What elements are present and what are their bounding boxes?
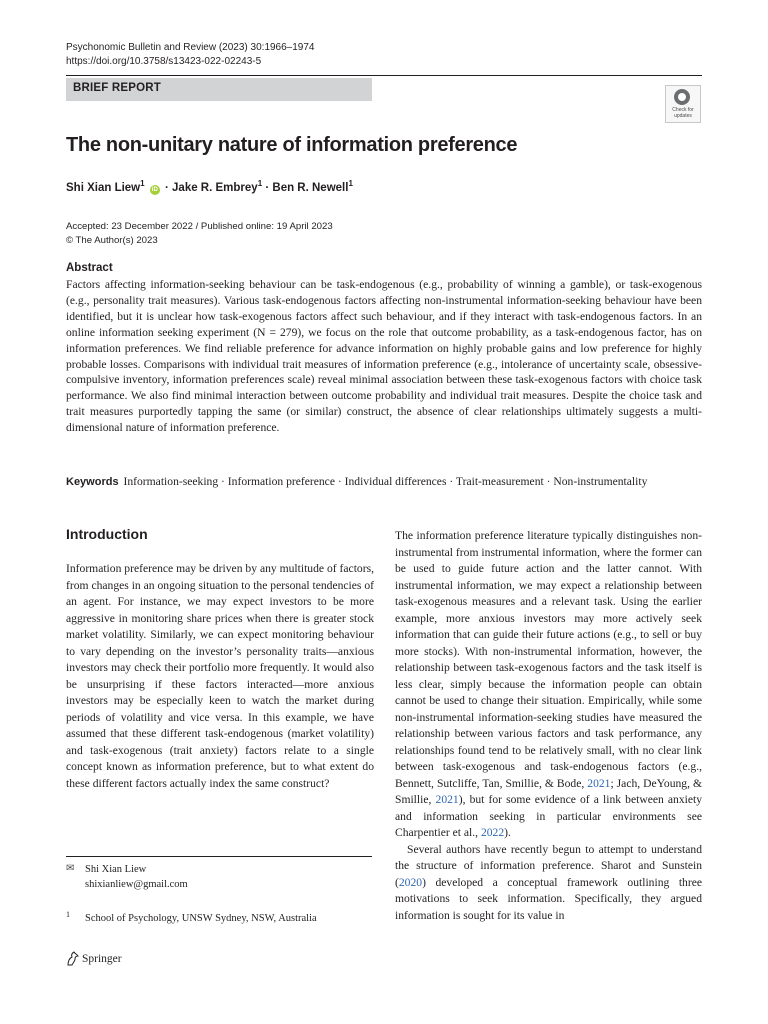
check-for-updates-badge[interactable]: [665, 85, 701, 123]
corresponding-email[interactable]: shixianliew@gmail.com: [85, 879, 188, 890]
envelope-icon: ✉: [66, 863, 75, 874]
copyright-line: © The Author(s) 2023: [66, 235, 158, 246]
introduction-heading: Introduction: [66, 526, 148, 542]
author-name[interactable]: Shi Xian Liew: [66, 181, 141, 194]
publisher-name: Springer: [82, 952, 122, 965]
body-paragraph: The information preference literature typically distinguishes non-instrumental from instrumental information, where the former can be used to guide future action and the latter cannot. With instrumental information, we may expect a relationship between task-exogenous measures and a relevant task. Using the earlier example, more anxious investors may more actively seek information that can guide their future actions (e.g., to sell or buy more stocks). With non-instrumental information, however, the relationship between task-exogenous factors and the task itself is less clear, simply because the information people can obtain cannot be used to change their situation. Empirically, while some non-instrumental information-seeking studies have measured the relationship between various factors and task performance, any relationships found tend to be relatively small, with no clear link between task-exogenous and task-endogenous factors (e.g., Bennett, Sutcliffe, Tan, Smillie, & Bode, 2021; Jach, DeYoung, & Smillie, 2021), but for some evidence of a link between anxiety and information seeking in particular environments see Charpentier et al., 2022).: [395, 529, 703, 839]
journal-citation: Psychonomic Bulletin and Review (2023) 30:1966–1974: [66, 42, 315, 53]
affiliation-text: School of Psychology, UNSW Sydney, NSW, Australia: [85, 913, 317, 924]
journal-header: [66, 41, 315, 69]
citation-link[interactable]: 2020: [398, 875, 423, 889]
body-paragraph: Information preference may be driven by any multitude of factors, from changes in an ongoing situation to the personal tendencies of an agent. For instance, we may expect investors to be more aggressive in monitoring share prices when there is greater stock market volatility. Similarly, we can expect monitoring behaviour to vary depending on the investor’s personality traits—anxious investors may check their portfolio more frequently. It would also be unsurprising if these factors interacted—more anxious investors may be especially keen to watch the market during periods of volatility and vice versa. In this example, we have assumed that these different task-endogenous (market volatility) and task-exogenous (trait anxiety) factors relate to a single concept known as information preference, but to what extent do these different factors actually index the same construct?: [66, 562, 374, 790]
updates-icon: [674, 89, 690, 105]
section-banner: [66, 78, 372, 101]
author-name[interactable]: Jake R. Embrey: [172, 181, 258, 194]
corresponding-author: [85, 862, 188, 892]
keywords-list: Information-seeking · Information preference · Individual differences · Trait-measurement · Non-instrumentality: [123, 475, 648, 488]
publication-dates: [66, 220, 333, 248]
citation-link[interactable]: 2021: [435, 793, 459, 806]
author-affiliation-mark: 1: [140, 179, 145, 188]
abstract-text: Factors affecting information-seeking behaviour can be task-endogenous (e.g., probability of winning a gamble), or task-exogenous (e.g., personality trait measures). Various task-endogenous factors affecting non-instrumental information-seeking behaviour have been identified, but it is unclear how task-exogenous factors affect such behaviour, and if they interact with task-endogenous factors. In an online information seeking experiment (N = 279), we focus on the role that outcome probability, as a task-endogenous factor, has on information preferences. We find reliable preference for advance information on highly probable gains and low preference for highly probable losses. Comparisons with individual trait measures of information preference (e.g., intolerance of uncertainty scale, obsessive-compulsive inventory, information preferences scale) reveal minimal association between these task-exogenous factors with choice task performance. We also find minimal interaction between outcome probability and individual trait measures. Despite the choice task and trait measures purportedly tapping the same (or similar) construct, the absence of clear relationships ultimately suggests a multi-dimensional nature of information preference.: [66, 278, 702, 435]
citation-link[interactable]: 2022: [480, 826, 505, 839]
author-affiliation-mark: 1: [348, 179, 353, 188]
doi-link[interactable]: https://doi.org/10.3758/s13423-022-02243-5: [66, 56, 262, 67]
footnote-rule: [66, 856, 372, 857]
right-column: [395, 528, 702, 924]
article-title: The non-unitary nature of information preference: [66, 134, 518, 156]
corresponding-name: Shi Xian Liew: [85, 864, 147, 875]
affiliation-number: 1: [66, 910, 70, 919]
keywords: [66, 474, 702, 490]
author-affiliation-mark: 1: [257, 179, 263, 188]
left-column: [66, 561, 374, 792]
orcid-icon[interactable]: iD: [151, 186, 158, 193]
section-label: BRIEF REPORT: [73, 82, 162, 94]
author-list: Shi Xian Liew$^1$ iD · Jake R. Embrey$^1$ · Ben R. Newell$^1$: [66, 179, 353, 194]
citation-link[interactable]: 2021: [587, 776, 611, 790]
updates-label: Check for updates: [672, 107, 694, 119]
abstract-heading: Abstract: [66, 262, 113, 274]
publisher-logo: [66, 951, 122, 966]
springer-horse-icon: [66, 951, 79, 966]
header-rule: [66, 75, 702, 76]
author-name[interactable]: Ben R. Newell: [272, 181, 349, 194]
accepted-published-line: Accepted: 23 December 2022 / Published online: 19 April 2023: [66, 221, 333, 232]
body-paragraph: Several authors have recently begun to attempt to understand the structure of information preference. Sharot and Sunstein (2020) developed a conceptual framework outlining three motivations to seek information. Specifically, they argued information is sought for its value in: [395, 842, 702, 922]
keywords-label: Keywords: [66, 476, 119, 488]
